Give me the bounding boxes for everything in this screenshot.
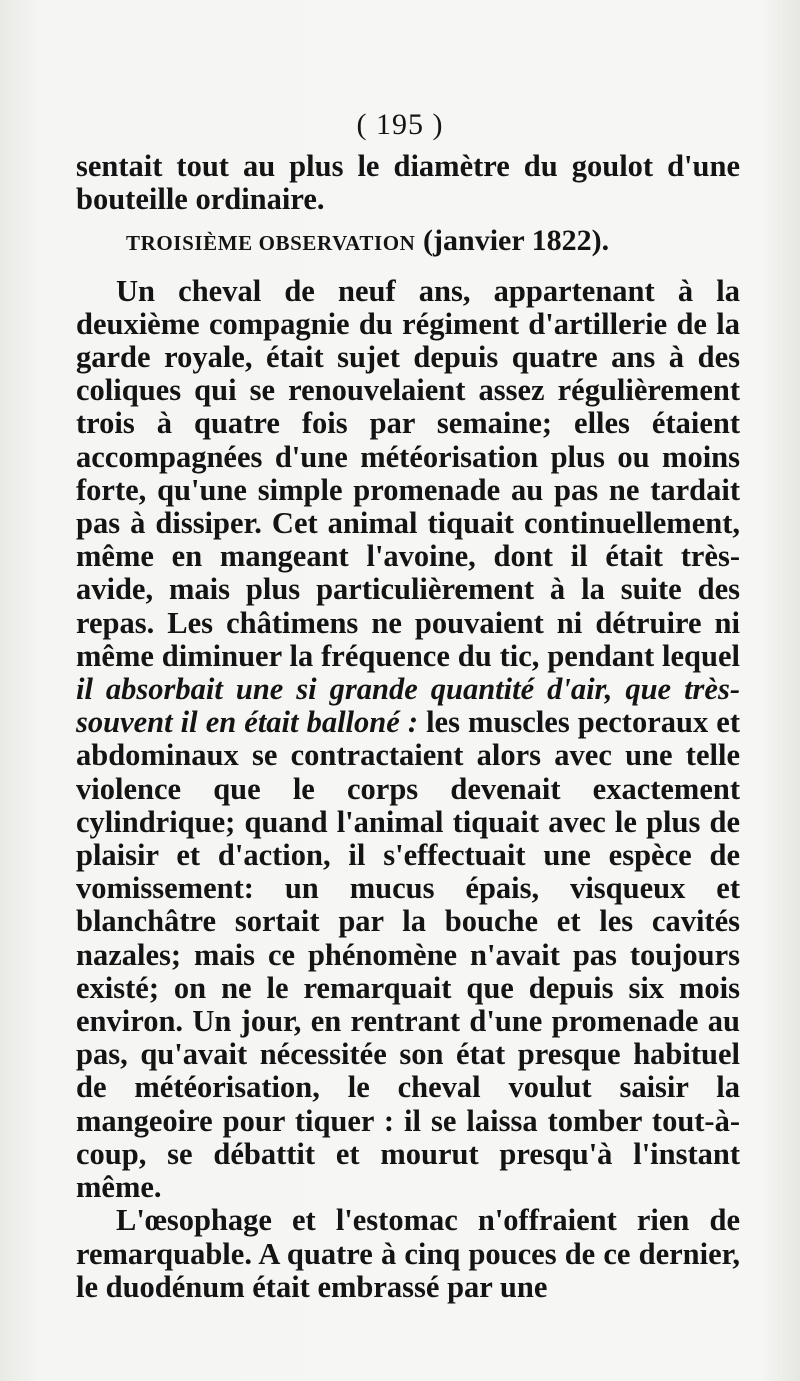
heading-title: TROISIÈME OBSERVATION xyxy=(126,231,416,256)
observation-italic: il absorbait une si grande quantité d'air, que très-souvent il en était balloné : xyxy=(76,672,740,740)
heading-date: (janvier 1822). xyxy=(423,224,610,258)
section-heading xyxy=(76,224,740,260)
observation-text-1: Un cheval de neuf ans, appartenant à la deuxième compagnie du régiment d'artillerie de la garde royale, était sujet depuis quatre ans à des coliques qui se renouvelaient assez régulièrement trois à quatre fois par semaine; elles étaient accompagnées d'une météorisation plus ou moins forte, qu'une simple promenade au pas ne tardait pas à dissiper. Cet animal tiquait continuellement, même en mangeant l'avoine, dont il était très-avide, mais plus particulièrement à la suite des repas. Les châtimens ne pouvaient ni détruire ni même diminuer la fréquence du tic, pendant lequel xyxy=(76,273,740,673)
observation-text-2: les muscles pectoraux et abdominaux se contractaient alors avec une telle violence que le corps devenait exactement cylindrique; quand l'animal tiquait avec le plus de plaisir et d'action, il s'effectuait une espèce de vomissement: un mucus épais, visqueux et blanchâtre sortait par la bouche et les cavités nazales; mais ce phénomène n'avait pas toujours existé; on ne le remarquait que depuis six mois environ. Un jour, en rentrant d'une promenade au pas, qu'avait nécessitée son état presque habituel de météorisation, le cheval voulut saisir la mangeoire pour tiquer : il se laissa tomber tout-à-coup, se débattit et mourut presqu'à l'instant même. xyxy=(76,705,740,1205)
paragraph-intro: sentait tout au plus le diamètre du goulot d'une bouteille ordinaire. xyxy=(76,149,740,217)
body-text xyxy=(76,150,740,1304)
page-number: ( 195 ) xyxy=(356,108,444,141)
paragraph-observation xyxy=(76,275,740,1205)
paragraph-autopsy: L'œsophage et l'estomac n'offraient rien de remarquable. A quatre à cinq pouces de ce dernier, le duodénum était embrassé par une xyxy=(76,1203,740,1304)
